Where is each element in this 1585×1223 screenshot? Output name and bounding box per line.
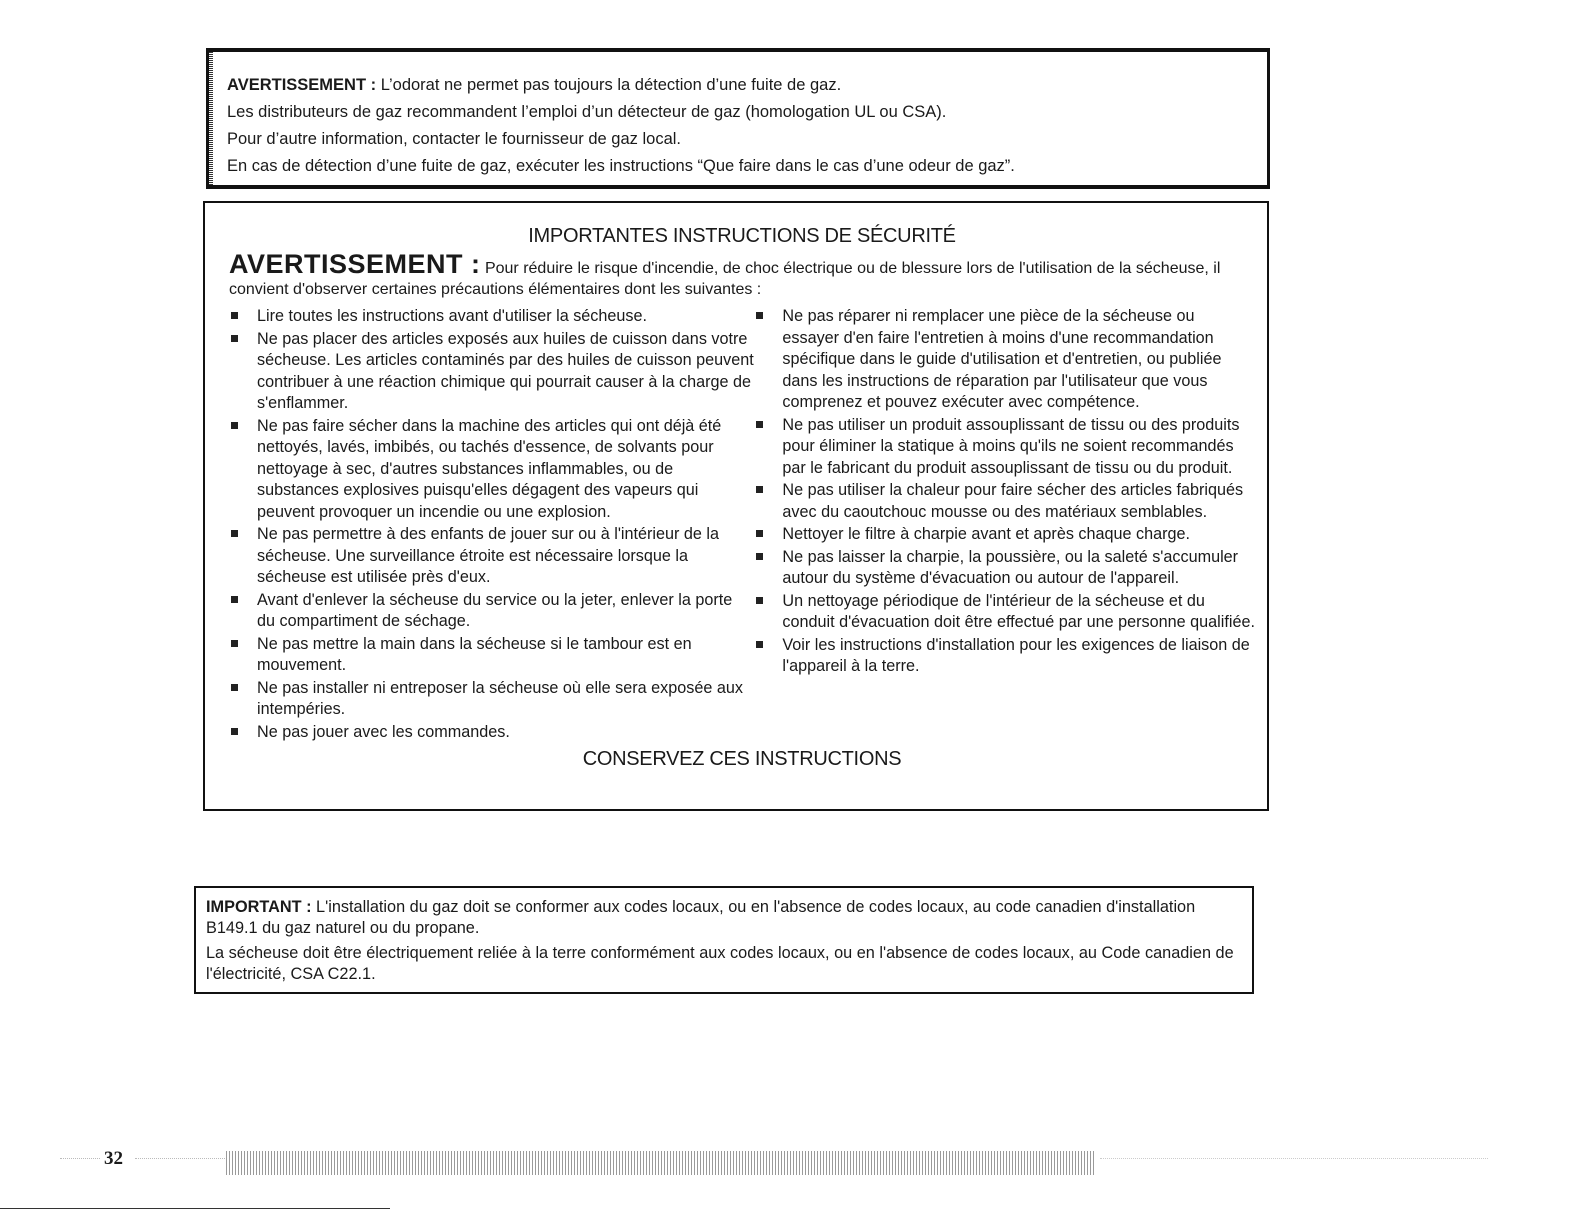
footer-dotted-rule-right: [1100, 1158, 1488, 1159]
important-text-1: L'installation du gaz doit se conformer aux codes locaux, ou en l'absence de codes locaux, au code canadien d'installation B149.1 du gaz naturel ou du propane.: [206, 898, 1196, 937]
gas-warning-label: AVERTISSEMENT :: [227, 76, 377, 94]
safety-list-item-text: Ne pas utiliser la chaleur pour faire sécher des articles fabriqués avec du caoutchouc mousse ou des matériaux semblables.: [782, 481, 1244, 521]
important-paragraph-2: La sécheuse doit être électriquement reliée à la terre conformément aux codes locaux, ou en l'absence de codes locaux, au Code canadien de l'électricité, CSA C22.1.: [206, 944, 1234, 983]
safety-columns: [229, 306, 1255, 744]
safety-instructions-box: [203, 201, 1269, 811]
square-bullet-icon: [231, 728, 238, 735]
gas-warning-box: [206, 48, 1270, 189]
safety-list-item-text: Voir les instructions d'installation pour les exigences de liaison de l'appareil à la terre.: [782, 635, 1250, 675]
gas-warning-line-4: En cas de détection d’une fuite de gaz, exécuter les instructions “Que faire dans le cas d’une odeur de gaz”.: [227, 157, 1015, 175]
square-bullet-icon: [231, 335, 238, 342]
safety-list-item-text: Ne pas mettre la main dans la sécheuse si le tambour est en mouvement.: [257, 634, 692, 674]
important-box: [194, 886, 1254, 994]
safety-list-item-text: Ne pas laisser la charpie, la poussière, ou la saleté s'accumuler autour du système d'évacuation ou autour de l'appareil.: [782, 547, 1239, 587]
square-bullet-icon: [756, 530, 763, 537]
safety-list-item: [229, 416, 754, 524]
safety-list-left: [229, 306, 754, 744]
safety-intro: [229, 249, 1255, 300]
footer-hatched-bar: [226, 1151, 1096, 1175]
safety-list-item: [754, 415, 1255, 480]
safety-warning-label: AVERTISSEMENT :: [229, 249, 481, 279]
safety-list-item-text: Un nettoyage périodique de l'intérieur de la sécheuse et du conduit d'évacuation doit être effectué par une personne qualifiée.: [782, 591, 1255, 631]
gas-warning-line-2: Les distributeurs de gaz recommandent l’emploi d’un détecteur de gaz (homologation UL ou CSA).: [227, 103, 947, 121]
important-label: IMPORTANT :: [206, 898, 312, 916]
safety-list-item: [754, 306, 1255, 414]
important-paragraph-1: [206, 897, 1242, 939]
safety-list-item-text: Ne pas jouer avec les commandes.: [257, 722, 510, 741]
safety-list-item: [754, 635, 1255, 678]
square-bullet-icon: [756, 553, 763, 560]
gas-warning-text: L’odorat ne permet pas toujours la détection d’une fuite de gaz.: [376, 76, 842, 94]
gas-warning-line-1: [227, 72, 1249, 99]
footer-dotted-rule-left: [60, 1158, 100, 1159]
safety-list-item-text: Ne pas permettre à des enfants de jouer sur ou à l'intérieur de la sécheuse. Une surveillance étroite est nécessaire lorsque la sécheuse est utilisée près d'eux.: [257, 525, 719, 586]
square-bullet-icon: [231, 422, 238, 429]
save-instructions-heading: CONSERVEZ CES INSTRUCTIONS: [582, 748, 902, 770]
safety-list-right: [754, 306, 1255, 744]
safety-warning-text: Pour réduire le risque d'incendie, de choc électrique ou de blessure lors de l'utilisation de la sécheuse, il convient d'observer certaines précautions élémentaires dont les suivantes :: [229, 260, 1221, 298]
safety-list-item: [229, 634, 754, 677]
safety-title: IMPORTANTES INSTRUCTIONS DE SÉCURITÉ: [528, 225, 956, 247]
safety-list-item: [229, 329, 754, 415]
safety-list-item-text: Lire toutes les instructions avant d'utiliser la sécheuse.: [257, 307, 647, 325]
square-bullet-icon: [756, 421, 763, 428]
safety-list-item: [754, 524, 1255, 546]
page-number: 32: [104, 1148, 123, 1169]
bottom-rule: [0, 1208, 390, 1209]
safety-list-item-text: Ne pas utiliser un produit assouplissant de tissu ou des produits pour éliminer la statique à moins qu'ils ne soient recommandés par le fabricant du produit assouplissant de tissu ou du produit.: [782, 415, 1240, 477]
safety-list-item-text: Ne pas faire sécher dans la machine des articles qui ont déjà été nettoyés, lavés, imbibés, ou tachés d'essence, de solvants pour nettoyage à sec, d'autres substances inflammables, ou de substances explosives puisqu'elles dégagent des vapeurs qui peuvent provoquer un incendie ou une explosion.: [257, 416, 722, 521]
safety-list-item-text: Ne pas placer des articles exposés aux huiles de cuisson dans votre sécheuse. Les articles contaminés par des huiles de cuisson peuvent contribuer à une réaction chimique qui pourrait causer à la charge de s'enflammer.: [257, 329, 754, 412]
safety-list-item-text: Avant d'enlever la sécheuse du service ou la jeter, enlever la porte du compartiment de séchage.: [257, 590, 733, 630]
square-bullet-icon: [756, 486, 763, 493]
safety-list-item-text: Ne pas installer ni entreposer la sécheuse où elle sera exposée aux intempéries.: [257, 678, 743, 718]
safety-list-item: [229, 722, 754, 744]
safety-list-item-text: Ne pas réparer ni remplacer une pièce de la sécheuse ou essayer d'en faire l'entretien à moins d'une recommandation spécifique dans le guide d'utilisation et d'entretien, ou publiée dans les instructions de réparation par l'utilisateur que vous comprenez et pouvez exécuter avec compétence.: [782, 307, 1222, 411]
square-bullet-icon: [756, 597, 763, 604]
square-bullet-icon: [231, 596, 238, 603]
square-bullet-icon: [756, 312, 763, 319]
gas-warning-line-3: Pour d’autre information, contacter le fournisseur de gaz local.: [227, 130, 681, 148]
safety-list-item: [229, 678, 754, 721]
safety-list-item: [229, 306, 754, 328]
square-bullet-icon: [231, 684, 238, 691]
safety-list-item: [229, 524, 754, 589]
safety-list-item-text: Nettoyer le filtre à charpie avant et après chaque charge.: [782, 525, 1191, 543]
footer-dotted-rule-mid: [135, 1158, 225, 1159]
safety-list-item: [754, 547, 1255, 590]
square-bullet-icon: [231, 530, 238, 537]
safety-list-item: [754, 591, 1255, 634]
square-bullet-icon: [756, 641, 763, 648]
square-bullet-icon: [231, 312, 238, 319]
square-bullet-icon: [231, 640, 238, 647]
safety-list-item: [229, 590, 754, 633]
safety-list-item: [754, 480, 1255, 523]
